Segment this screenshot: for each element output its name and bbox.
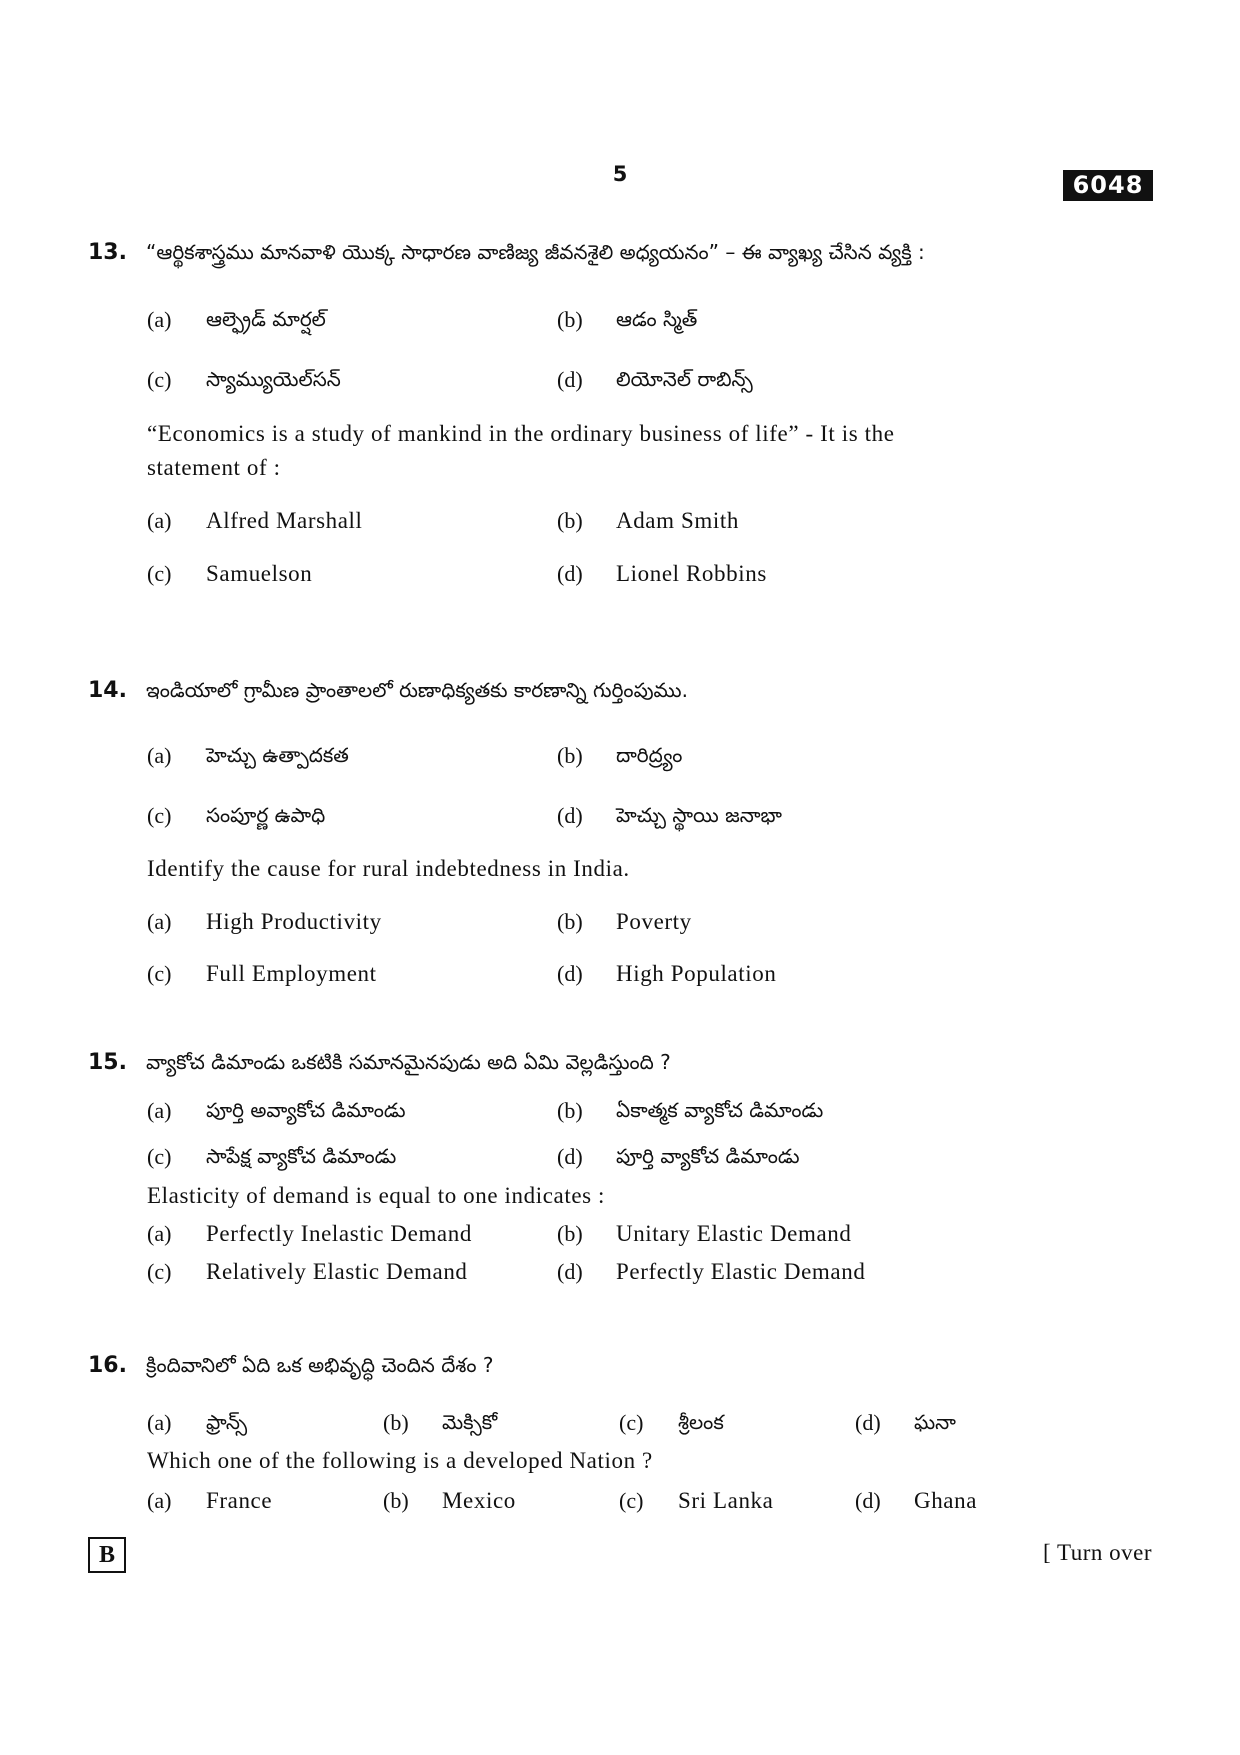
option-b-telugu: ఆడం స్మిత్: [616, 307, 698, 331]
option-a-english: Alfred Marshall: [206, 508, 363, 533]
option-c-telugu: శ్రీలంక: [678, 1410, 724, 1434]
option-label-a: (a): [147, 1410, 172, 1435]
option-label-a: (a): [147, 1221, 172, 1246]
question-number: 13.: [88, 240, 127, 265]
question-text-telugu: క్రిందివానిలో ఏది ఒక అభివృద్ధి చెందిన దేశం ?: [146, 1353, 494, 1377]
option-c-english: Full Employment: [206, 961, 377, 986]
option-label-a: (a): [147, 909, 172, 934]
option-a-telugu: ఫ్రాన్స్: [206, 1410, 248, 1434]
option-label-c: (c): [147, 1259, 172, 1284]
option-label-b: (b): [557, 307, 583, 332]
option-label-d: (d): [557, 1259, 583, 1284]
option-label-b: (b): [557, 508, 583, 533]
option-d-telugu: హెచ్చు స్థాయి జనాభా: [616, 803, 782, 827]
option-a-english: France: [206, 1488, 273, 1513]
series-badge: B: [88, 1537, 126, 1573]
option-d-english: Lionel Robbins: [616, 561, 767, 586]
option-label-b: (b): [557, 1098, 583, 1123]
option-b-english: Poverty: [616, 909, 692, 934]
option-c-telugu: సాపేక్ష వ్యాకోచ డిమాండు: [206, 1144, 397, 1168]
option-label-d: (d): [557, 1144, 583, 1169]
option-d-english: High Population: [616, 961, 777, 986]
turn-over-note: [ Turn over: [1042, 1540, 1152, 1565]
option-a-english: Perfectly Inelastic Demand: [206, 1221, 472, 1246]
option-d-telugu: ఘనా: [914, 1410, 956, 1434]
option-c-english: Relatively Elastic Demand: [206, 1259, 468, 1284]
paper-code-badge: 6048: [1063, 170, 1153, 201]
option-a-telugu: పూర్తి అవ్యాకోచ డిమాండు: [206, 1098, 406, 1122]
question-text-english: “Economics is a study of mankind in the ordinary business of life” - It is the: [147, 421, 895, 446]
option-d-telugu: లియోనెల్ రాబిన్స్: [616, 367, 753, 391]
option-label-b: (b): [383, 1410, 409, 1435]
option-label-d: (d): [557, 961, 583, 986]
question-text-english: Identify the cause for rural indebtedness in India.: [147, 856, 630, 881]
option-label-b: (b): [557, 743, 583, 768]
option-label-b: (b): [557, 909, 583, 934]
option-label-a: (a): [147, 743, 172, 768]
question-text-telugu: “ఆర్థికశాస్త్రము మానవాళి యొక్క సాధారణ వాణిజ్య జీవనశైలి అధ్యయనం” – ఈ వ్యాఖ్య చేసిన వ్యక్తి :: [146, 240, 925, 264]
option-b-telugu: ఏకాత్మక వ్యాకోచ డిమాండు: [616, 1098, 824, 1122]
question-text-english: Elasticity of demand is equal to one indicates :: [147, 1183, 606, 1208]
option-d-telugu: పూర్తి వ్యాకోచ డిమాండు: [616, 1144, 800, 1168]
option-label-c: (c): [147, 803, 172, 828]
question-number: 14.: [88, 678, 127, 703]
option-b-english: Adam Smith: [616, 508, 739, 533]
option-label-a: (a): [147, 307, 172, 332]
option-c-telugu: స్యామ్యుయెల్‌సన్: [206, 367, 341, 391]
option-d-english: Perfectly Elastic Demand: [616, 1259, 866, 1284]
option-label-b: (b): [557, 1221, 583, 1246]
option-a-telugu: ఆల్ఫ్రెడ్ మార్షల్: [206, 307, 326, 331]
option-label-a: (a): [147, 1488, 172, 1513]
option-label-c: (c): [147, 367, 172, 392]
option-c-english: Samuelson: [206, 561, 313, 586]
option-label-c: (c): [619, 1488, 644, 1513]
option-a-english: High Productivity: [206, 909, 382, 934]
option-label-c: (c): [147, 561, 172, 586]
option-a-telugu: హెచ్చు ఉత్పాదకత: [206, 743, 349, 767]
option-b-english: Unitary Elastic Demand: [616, 1221, 852, 1246]
option-d-english: Ghana: [914, 1488, 978, 1513]
option-label-d: (d): [557, 367, 583, 392]
option-b-english: Mexico: [442, 1488, 516, 1513]
option-label-a: (a): [147, 1098, 172, 1123]
option-c-telugu: సంపూర్ణ ఉపాధి: [206, 803, 326, 827]
option-b-telugu: మెక్సికో: [442, 1410, 498, 1434]
option-label-d: (d): [557, 561, 583, 586]
option-label-d: (d): [855, 1488, 881, 1513]
question-number: 16.: [88, 1353, 127, 1378]
option-label-c: (c): [147, 961, 172, 986]
option-label-a: (a): [147, 508, 172, 533]
option-label-d: (d): [855, 1410, 881, 1435]
option-label-c: (c): [619, 1410, 644, 1435]
question-text-telugu: వ్యాకోచ డిమాండు ఒకటికి సమానమైనపుడు అది ఏమి వెల్లడిస్తుంది ?: [146, 1050, 671, 1074]
option-label-c: (c): [147, 1144, 172, 1169]
question-text-telugu: ఇండియాలో గ్రామీణ ప్రాంతాలలో రుణాధిక్యతకు కారణాన్ని గుర్తింపుము.: [146, 678, 688, 702]
option-label-b: (b): [383, 1488, 409, 1513]
question-number: 15.: [88, 1050, 127, 1075]
question-text-english-cont: statement of :: [147, 455, 281, 480]
option-label-d: (d): [557, 803, 583, 828]
question-text-english: Which one of the following is a developed Nation ?: [147, 1448, 653, 1473]
option-b-telugu: దారిద్ర్యం: [616, 743, 683, 767]
page-number: 5: [612, 162, 628, 186]
option-c-english: Sri Lanka: [678, 1488, 774, 1513]
